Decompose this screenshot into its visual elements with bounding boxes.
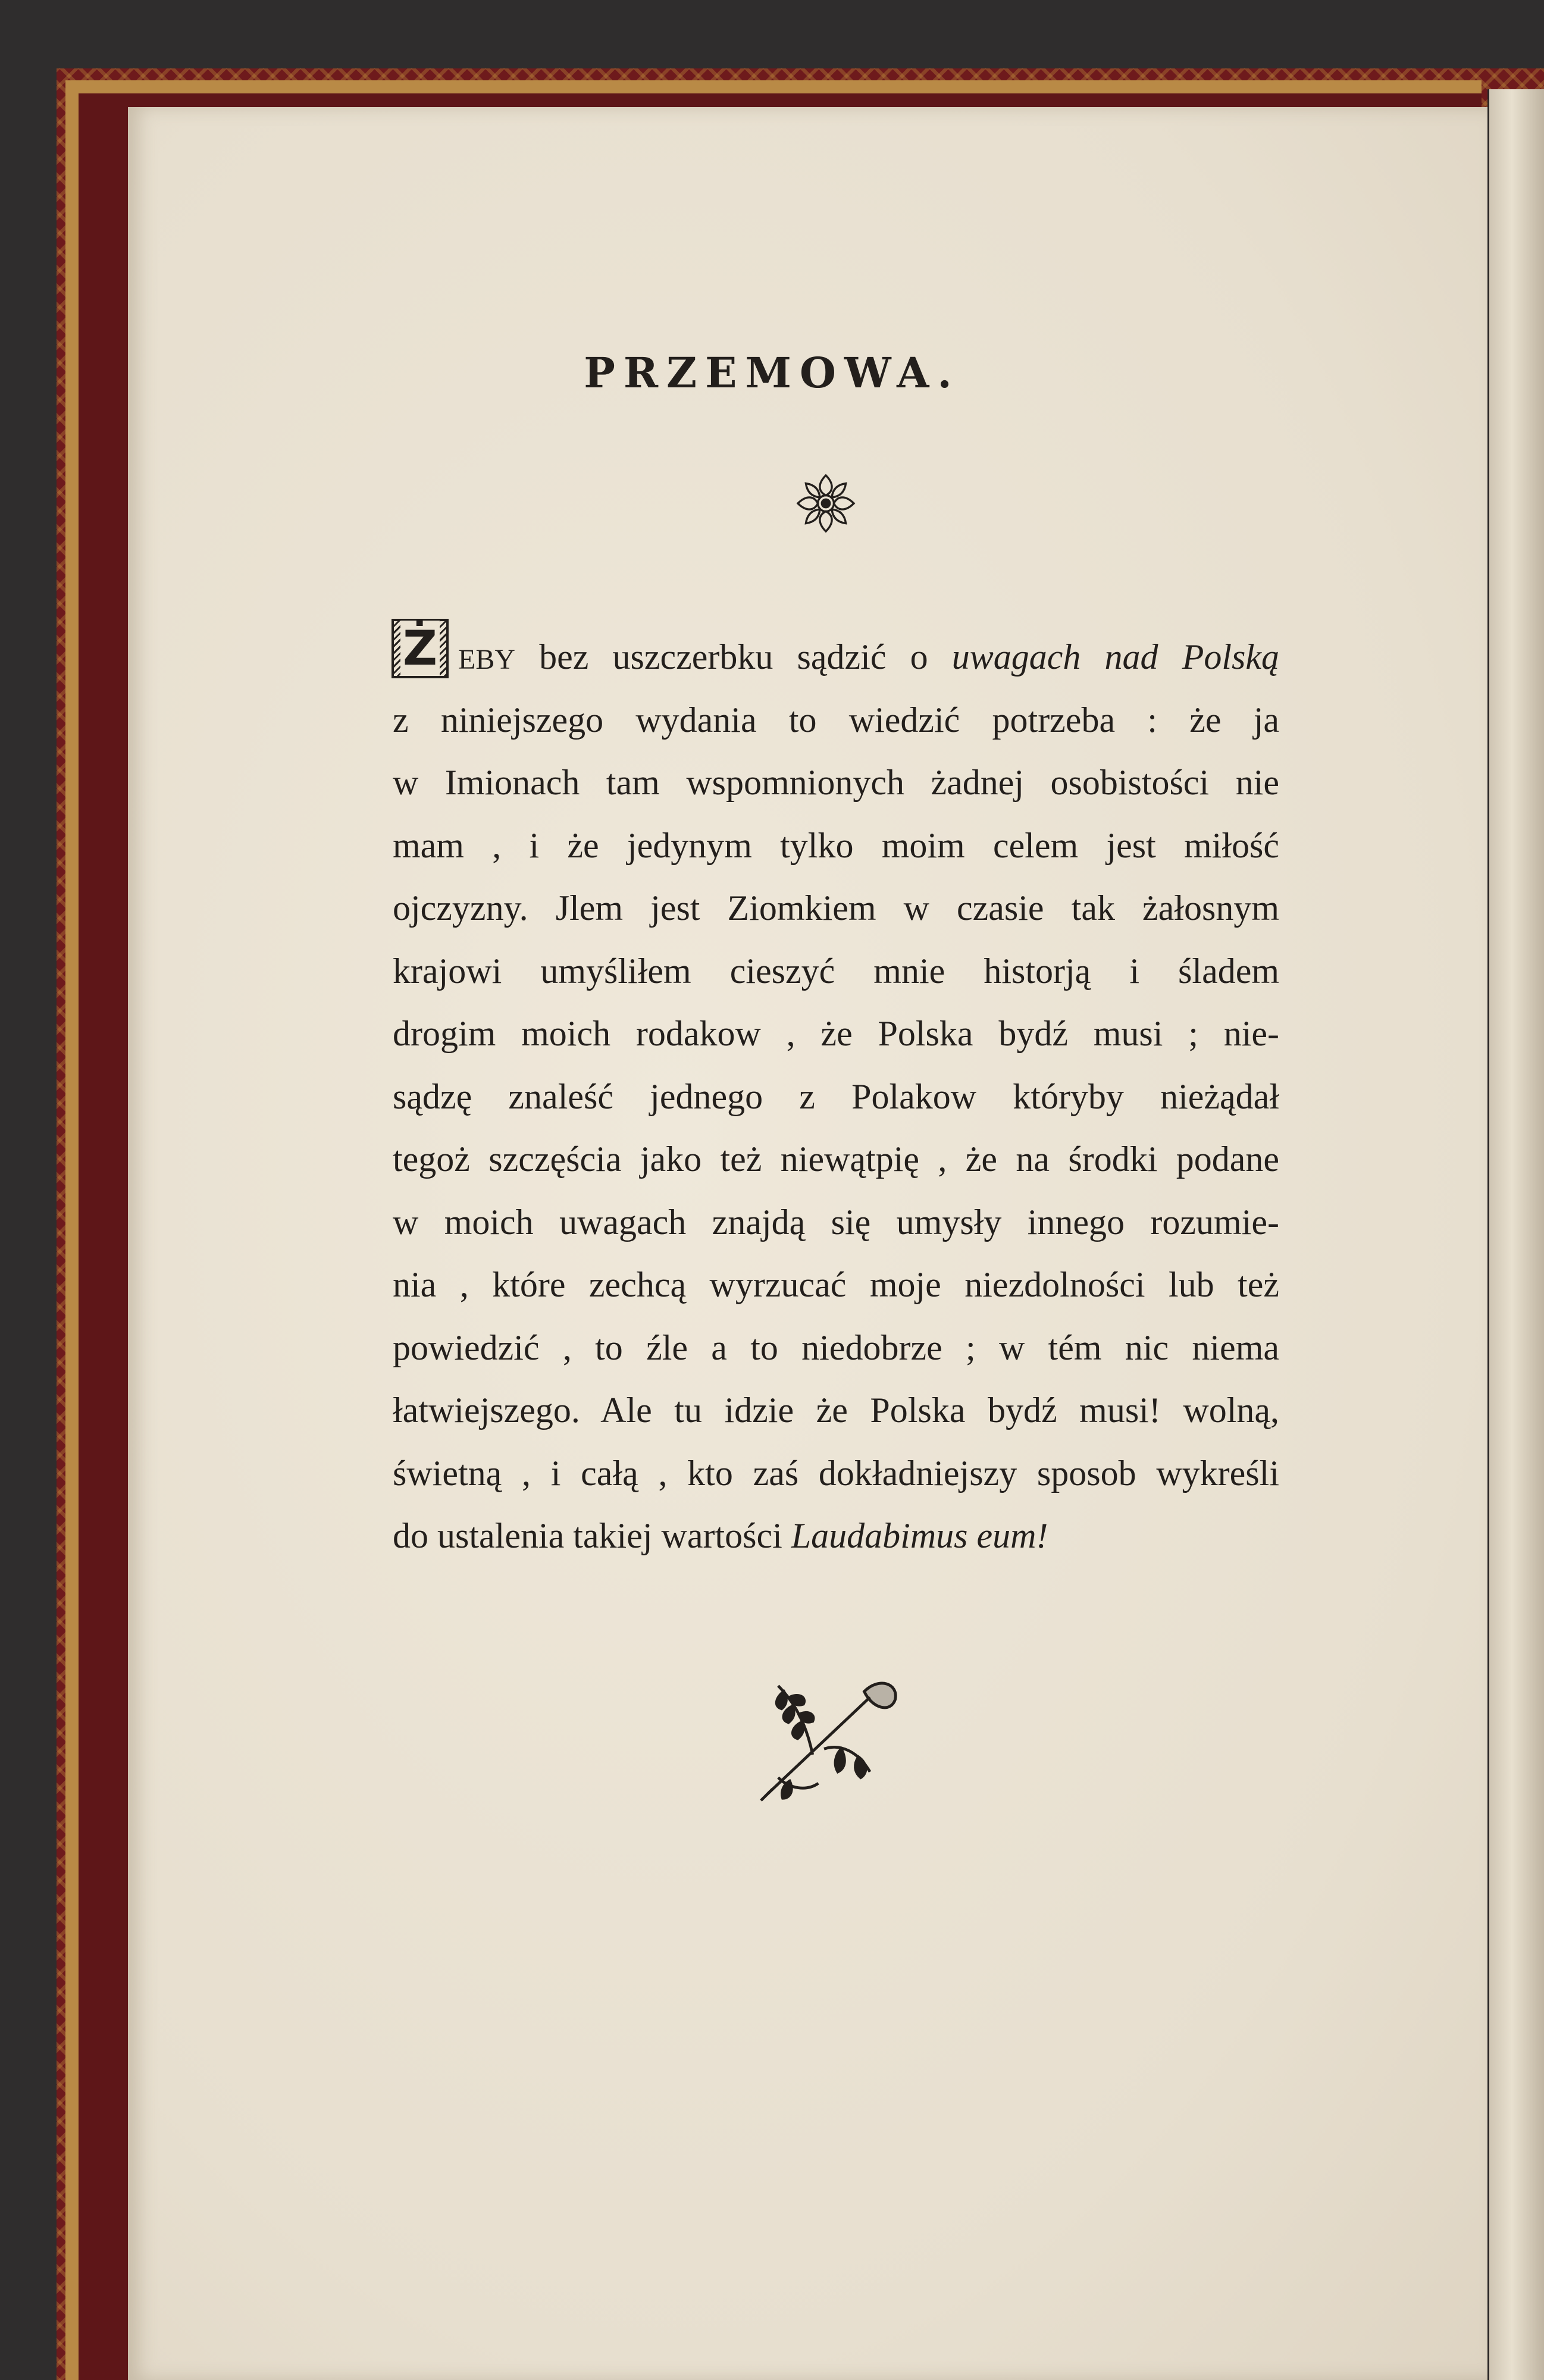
text-line: mam , i że jedynym tylko moim celem jest miłość bbox=[393, 825, 1279, 865]
text-line: do ustalenia takiej wartości Laudabimus eum! bbox=[393, 1516, 1048, 1555]
text-line: łatwiejszego. Ale tu idzie że Polska bydź musi! wolną, bbox=[393, 1391, 1279, 1430]
page-heading: PRZEMOWA. bbox=[584, 348, 960, 397]
drop-cap: Ż bbox=[392, 619, 449, 678]
preface-paragraph bbox=[393, 626, 1279, 1568]
text-line: w Imionach tam wspomnionych żadnej osobistości nie bbox=[393, 763, 1279, 802]
text-line: ojczyzny. Jlem jest Ziomkiem w czasie tak żałosnym bbox=[393, 888, 1279, 928]
text-line: sądzę znaleść jednego z Polakow któryby nieżądał bbox=[393, 1076, 1279, 1116]
text-line: tegoż szczęścia jako też niewątpię , że na środki podane bbox=[393, 1139, 1279, 1179]
rosette-ornament-icon bbox=[793, 470, 859, 537]
text-line: krajowi umyśliłem cieszyć mnie historją i śladem bbox=[393, 951, 1279, 991]
text-line: nia , które zechcą wyrzucać moje niezdolności lub też bbox=[393, 1265, 1279, 1304]
page-edge bbox=[1487, 89, 1544, 2380]
text-line: drogim moich rodakow , że Polska bydź musi ; nie- bbox=[393, 1014, 1279, 1053]
text-line: EBY bez uszczerbku sądzić o uwagach nad Polską bbox=[458, 637, 1280, 677]
text-line: powiedzić , to źle a to niedobrze ; w tém nic niema bbox=[393, 1327, 1279, 1367]
trumpet-laurel-emblem-icon bbox=[744, 1660, 904, 1815]
text-line: w moich uwagach znajdą się umysły innego rozumie- bbox=[393, 1202, 1279, 1242]
text-line: świetną , i całą , kto zaś dokładniejszy sposob wykreśli bbox=[393, 1453, 1279, 1493]
text-line: z niniejszego wydania to wiedzić potrzeba : że ja bbox=[393, 700, 1279, 740]
